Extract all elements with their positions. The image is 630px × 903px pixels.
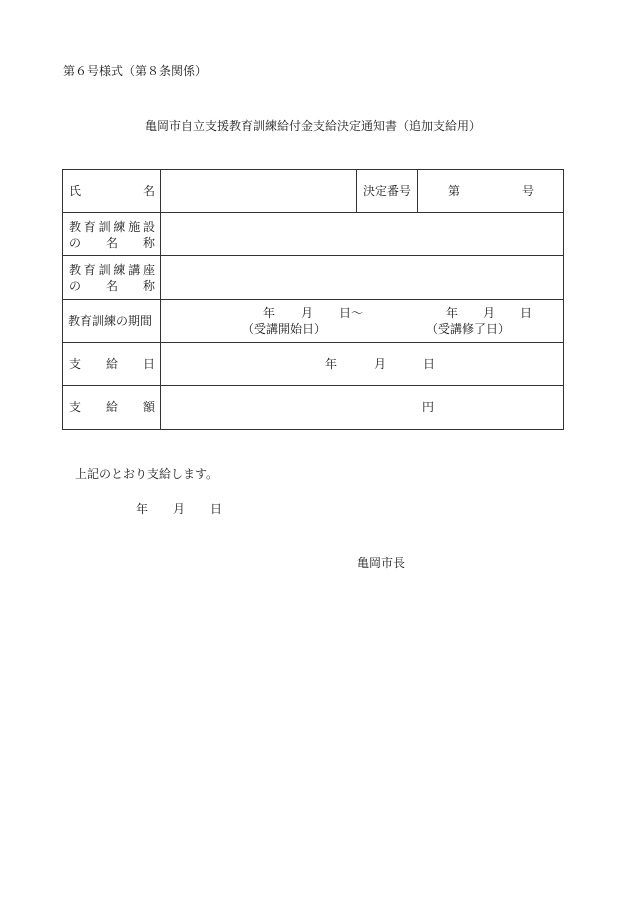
facility-name-label-line1: 教 育 訓 練 施 設 [69,220,155,234]
decision-number-label: 決定番号 [362,184,411,198]
course-name-label-line1: 教 育 訓 練 講 座 [69,263,155,277]
form-number: 第６号様式（第８条関係） [63,64,208,78]
payment-amount-unit: 円 [422,400,435,414]
document-title: 亀岡市自立支援教育訓練給付金支給決定通知書（追加支給用） [145,119,482,133]
payment-amount-label: 支 給 額 [69,400,155,414]
name-label: 氏 名 [69,184,155,198]
course-name-label-line2: の 名 称 [69,279,155,293]
name-value-cell [161,170,356,212]
period-end-note: （受講修了日） [426,322,511,336]
issuer: 亀岡市長 [357,556,406,570]
period-end-date: 年 月 日 [446,306,532,320]
payment-date-label: 支 給 日 [69,357,155,371]
facility-name-value-cell [161,213,563,255]
payment-date-value: 年 月 日 [325,357,435,371]
issue-date: 年 月 日 [136,502,222,516]
period-start-date: 年 月 日～ [263,306,363,320]
statement: 上記のとおり支給します。 [75,467,219,481]
period-start-note: （受講開始日） [242,322,327,336]
decision-number-value: 第 号 [448,184,534,198]
period-label: 教育訓練の期間 [68,314,153,328]
facility-name-label-line2: の 名 称 [69,236,155,250]
course-name-value-cell [161,256,563,299]
